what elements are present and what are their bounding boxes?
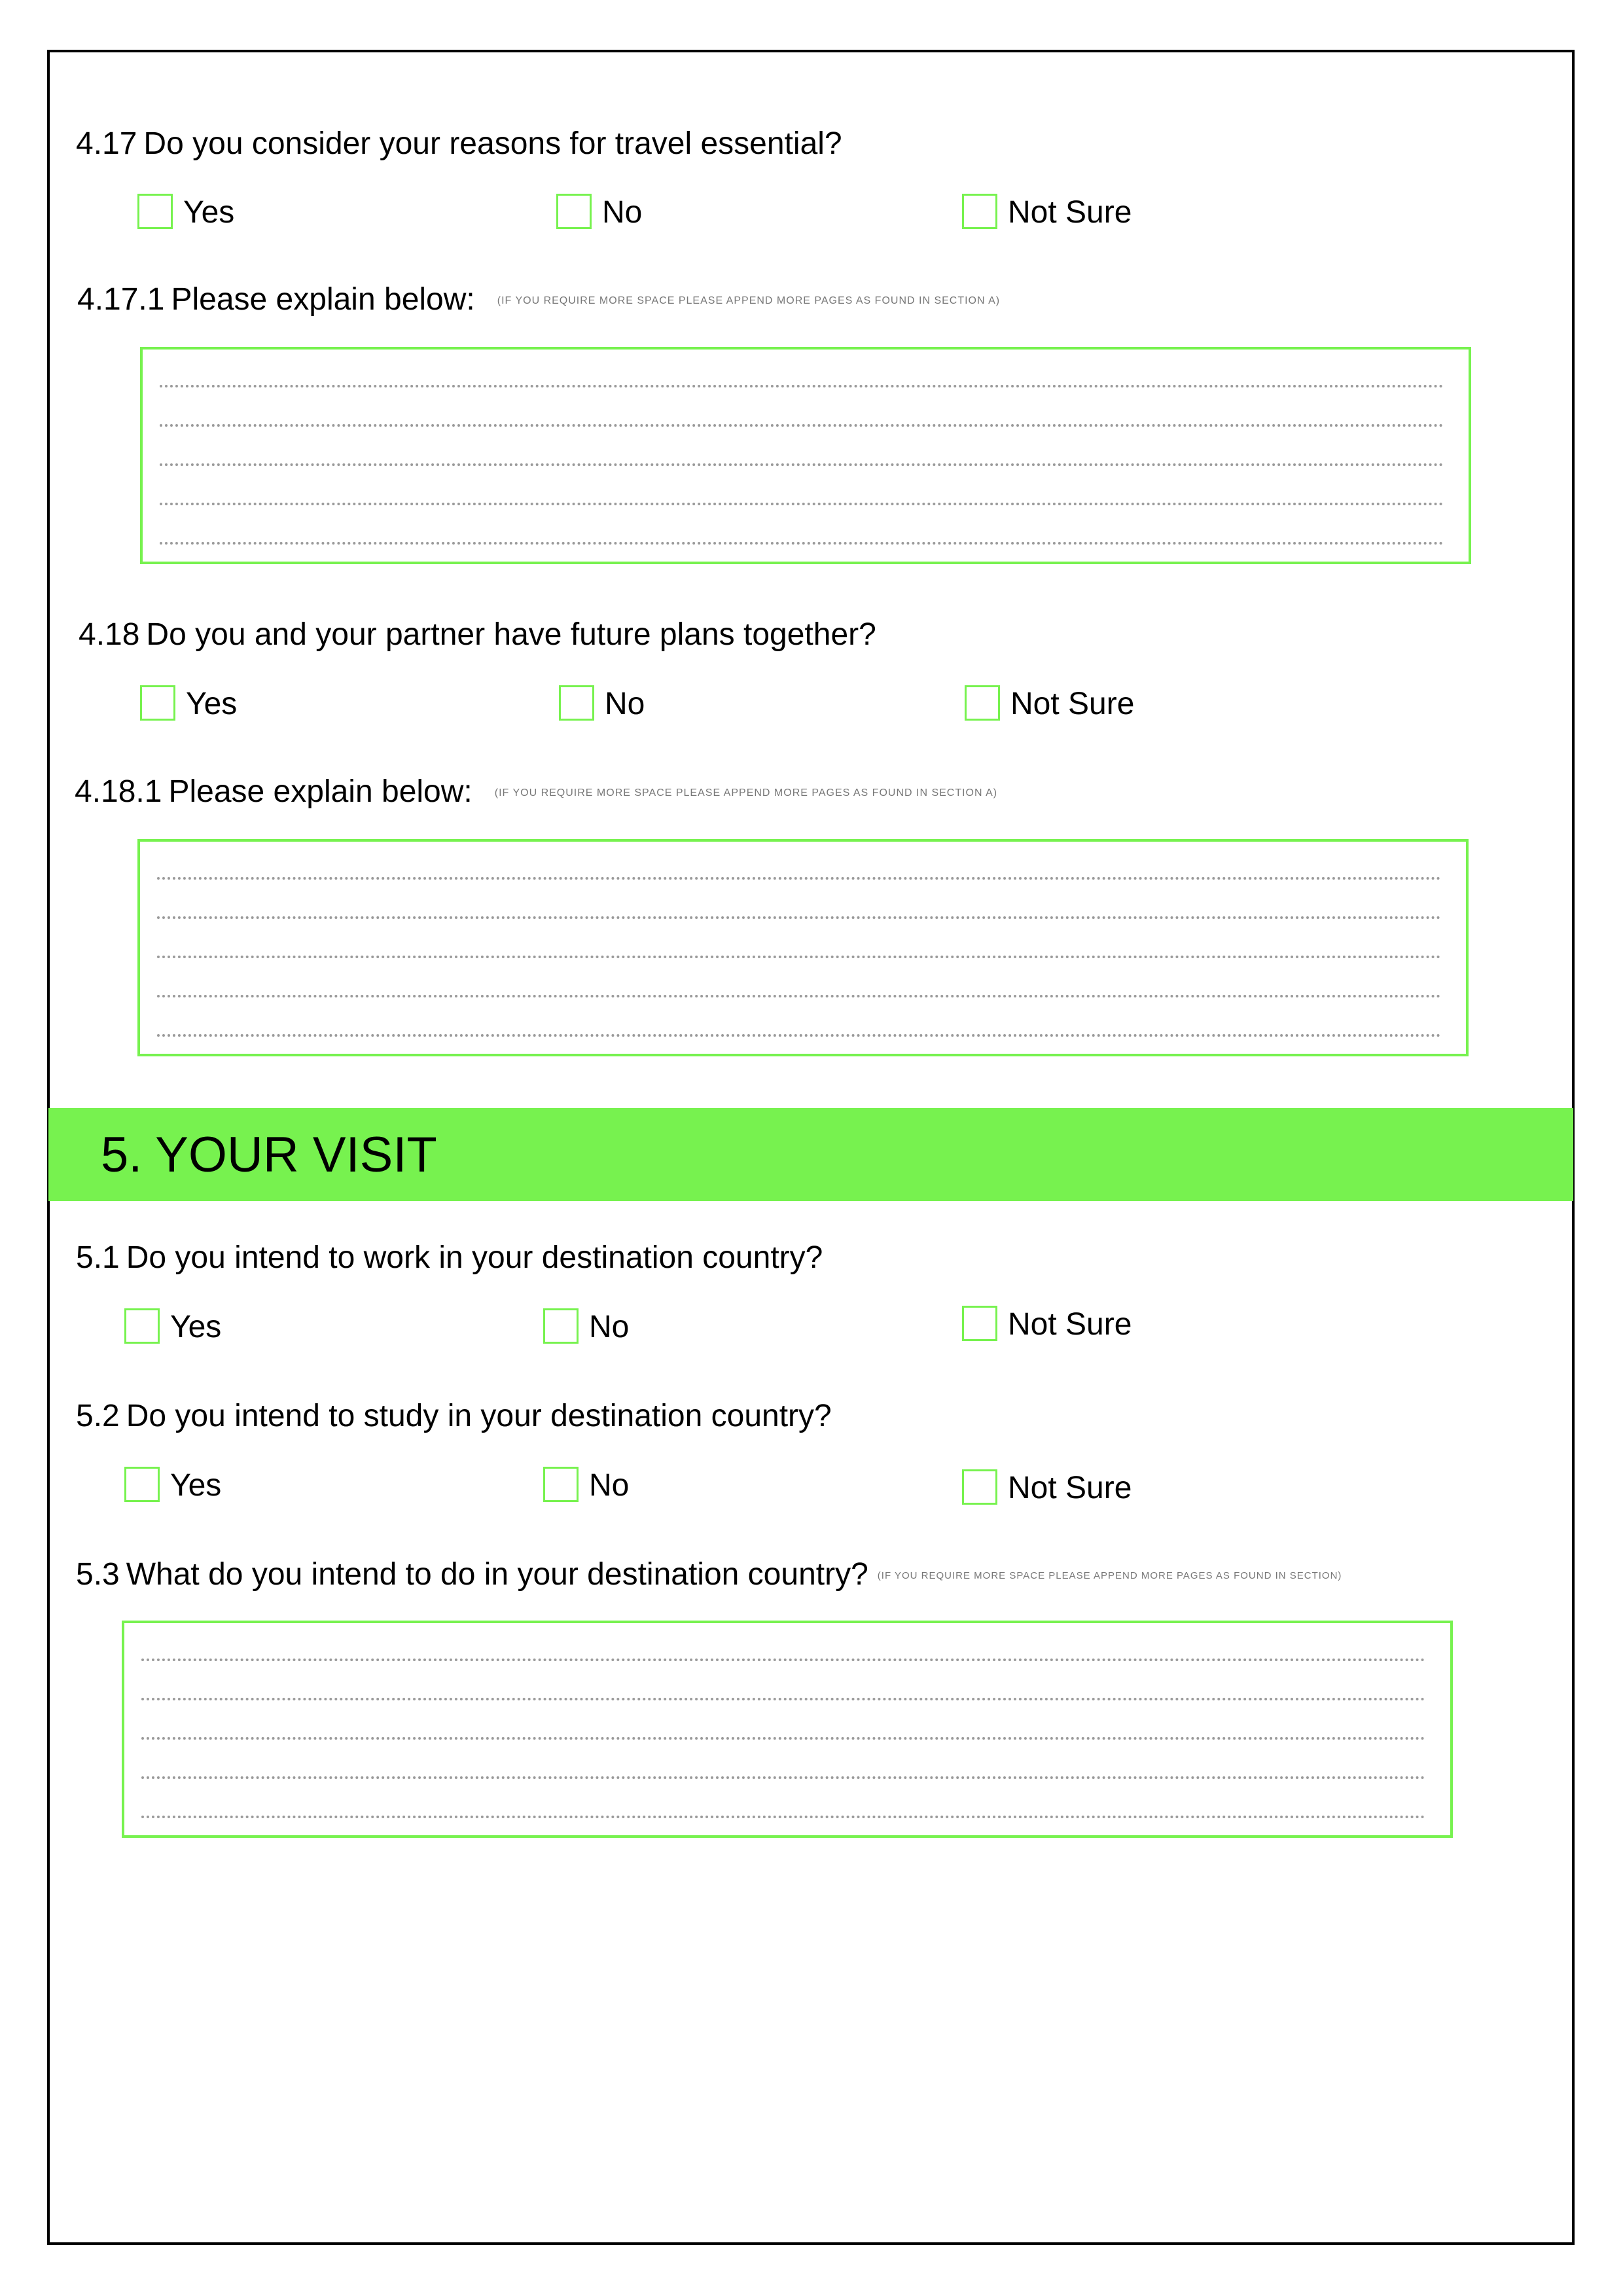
- writing-line: [141, 1816, 1425, 1818]
- q52-yes-option[interactable]: [124, 1466, 221, 1505]
- question-text: Do you intend to work in your destination country?: [126, 1240, 823, 1275]
- q417-yes-option[interactable]: [137, 193, 234, 232]
- checkbox[interactable]: [137, 194, 173, 229]
- q418-yes-option[interactable]: [140, 685, 237, 724]
- q52-not-sure-option[interactable]: [962, 1469, 1132, 1508]
- intended-activities-box[interactable]: [122, 1621, 1453, 1838]
- space-note: (IF YOU REQUIRE MORE SPACE PLEASE APPEND MORE PAGES AS FOUND IN SECTION A): [497, 295, 1001, 307]
- option-label: Yes: [183, 195, 235, 230]
- q418-no-option[interactable]: [559, 685, 645, 724]
- explanation-box-4-17-1[interactable]: [140, 347, 1471, 564]
- question-4-18-1: [75, 774, 997, 812]
- writing-line: [160, 463, 1444, 466]
- section-header-band: [48, 1108, 1573, 1201]
- q417-no-option[interactable]: [556, 193, 642, 232]
- writing-line: [157, 995, 1441, 997]
- writing-line: [141, 1776, 1425, 1779]
- checkbox[interactable]: [965, 685, 1000, 721]
- option-label: Not Sure: [1008, 195, 1132, 230]
- writing-line: [157, 877, 1441, 880]
- checkbox[interactable]: [543, 1308, 579, 1344]
- option-label: Not Sure: [1008, 1307, 1132, 1342]
- checkbox[interactable]: [124, 1467, 160, 1502]
- option-label: No: [605, 687, 645, 721]
- option-label: No: [589, 1310, 630, 1344]
- option-label: Yes: [186, 687, 238, 721]
- question-text: Do you intend to study in your destination country?: [126, 1399, 832, 1433]
- writing-line: [160, 385, 1444, 387]
- writing-line: [141, 1698, 1425, 1700]
- q51-yes-option[interactable]: [124, 1308, 221, 1347]
- option-label: No: [602, 195, 643, 230]
- writing-line: [160, 503, 1444, 505]
- question-number: 4.17.1: [77, 282, 165, 317]
- writing-line: [157, 1034, 1441, 1037]
- question-number: 4.17: [76, 126, 137, 161]
- checkbox[interactable]: [962, 1306, 997, 1341]
- question-number: 4.18: [79, 617, 140, 652]
- checkbox[interactable]: [559, 685, 594, 721]
- question-5-2: [76, 1398, 832, 1435]
- q52-no-option[interactable]: [543, 1466, 629, 1505]
- question-4-17: [76, 126, 842, 162]
- question-number: 5.1: [76, 1240, 120, 1275]
- option-label: Not Sure: [1008, 1471, 1132, 1505]
- question-number: 4.18.1: [75, 774, 162, 809]
- writing-line: [157, 956, 1441, 958]
- q417-not-sure-option[interactable]: [962, 193, 1132, 232]
- option-label: Not Sure: [1010, 687, 1135, 721]
- writing-line: [160, 424, 1444, 427]
- question-text: Do you and your partner have future plans together?: [146, 617, 876, 652]
- option-label: Yes: [170, 1310, 222, 1344]
- section-title: 5. YOUR VISIT: [101, 1127, 437, 1183]
- checkbox[interactable]: [140, 685, 175, 721]
- writing-line: [160, 542, 1444, 545]
- writing-line: [141, 1737, 1425, 1740]
- option-label: Yes: [170, 1468, 222, 1503]
- question-number: 5.2: [76, 1399, 120, 1433]
- q418-not-sure-option[interactable]: [965, 685, 1134, 724]
- q51-not-sure-option[interactable]: [962, 1305, 1132, 1344]
- question-4-18: [79, 617, 876, 653]
- question-text: Please explain below:: [168, 774, 473, 809]
- question-number: 5.3: [76, 1557, 120, 1592]
- space-note: (IF YOU REQUIRE MORE SPACE PLEASE APPEND MORE PAGES AS FOUND IN SECTION A): [494, 787, 998, 799]
- explanation-box-4-18-1[interactable]: [137, 839, 1469, 1056]
- question-4-17-1: [77, 281, 1000, 319]
- checkbox[interactable]: [124, 1308, 160, 1344]
- question-text: Do you consider your reasons for travel essential?: [143, 126, 842, 161]
- checkbox[interactable]: [962, 1469, 997, 1505]
- space-note: (IF YOU REQUIRE MORE SPACE PLEASE APPEND MORE PAGES AS FOUND IN SECTION): [877, 1570, 1342, 1582]
- question-text: Please explain below:: [171, 282, 475, 317]
- question-5-1: [76, 1240, 823, 1276]
- writing-line: [157, 916, 1441, 919]
- option-label: No: [589, 1468, 630, 1503]
- checkbox[interactable]: [543, 1467, 579, 1502]
- checkbox[interactable]: [962, 194, 997, 229]
- checkbox[interactable]: [556, 194, 592, 229]
- question-text: What do you intend to do in your destination country?: [126, 1557, 868, 1592]
- question-5-3: [76, 1556, 1342, 1594]
- writing-line: [141, 1659, 1425, 1661]
- q51-no-option[interactable]: [543, 1308, 629, 1347]
